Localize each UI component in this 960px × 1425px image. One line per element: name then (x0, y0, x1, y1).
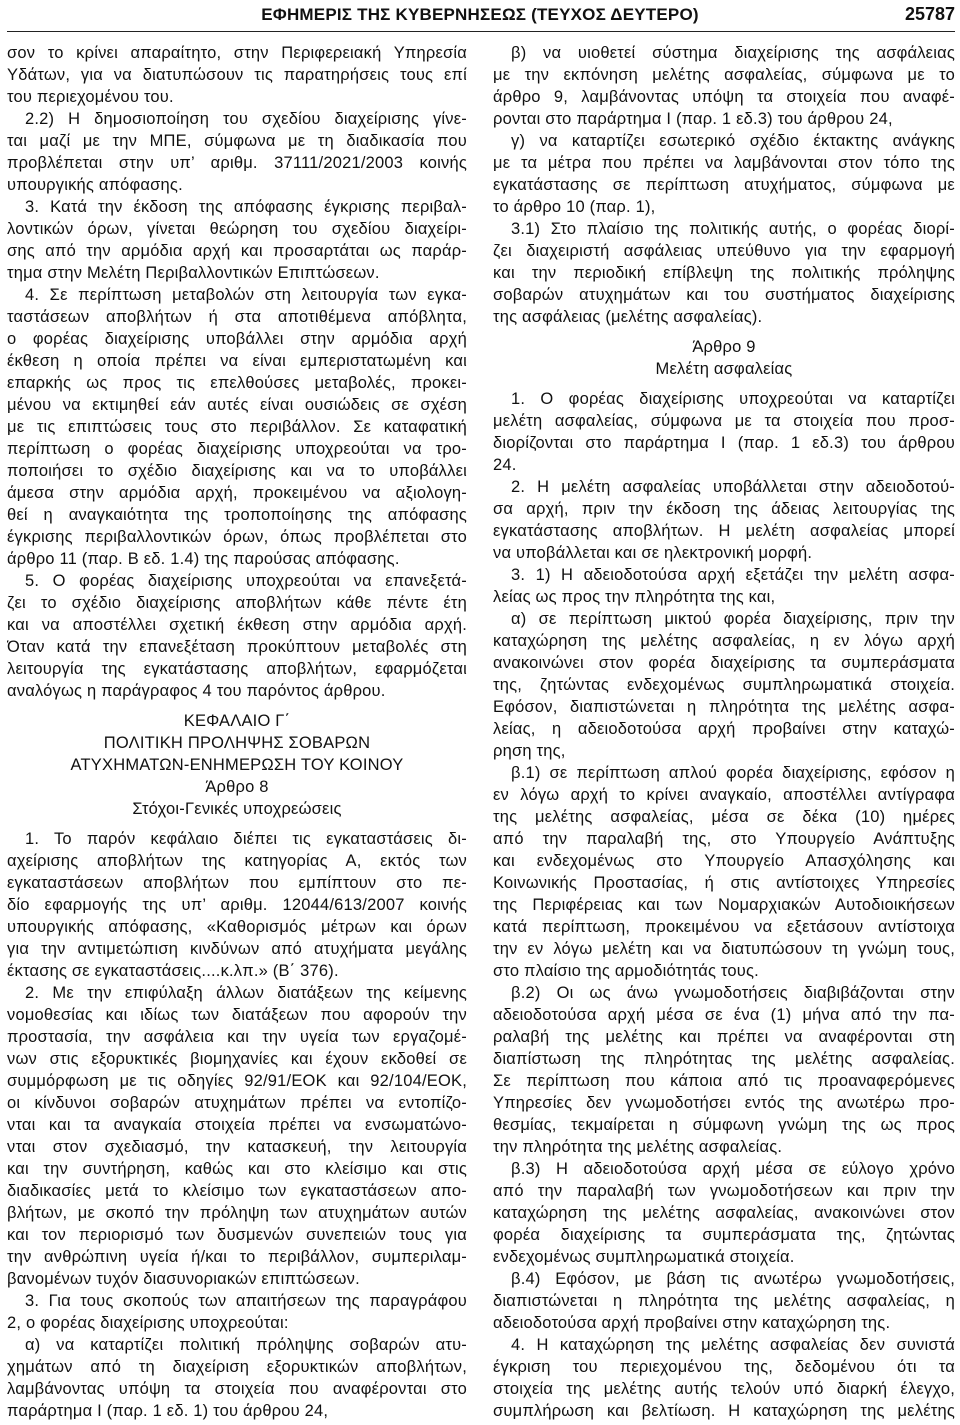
text-line: 2. Με την επιφύλαξη άλλων διατάξεων της κείμενης (25, 984, 467, 1002)
text-line: λοντικών όρων, γίνεται θεώρηση του σχεδίου διαχείρι- (7, 220, 467, 238)
text-line: α) να καταρτίζει πολιτική πρόληψης σοβαρών ατυ- (25, 1336, 467, 1354)
text-line: ραλαβή της μελέτης και πρέπει να αναφέρονται στη (493, 1028, 955, 1046)
heading-line: Άρθρο 9 (692, 338, 756, 356)
text-line: από την παραλαβή των γνωμοδοτήσεων και πριν την (493, 1182, 955, 1200)
text-line: προβλέπεται στην υπ’ αριθμ. 37111/2021/2003 κοινής (7, 154, 467, 172)
paragraph (7, 42, 467, 108)
heading-line: Στόχοι-Γενικές υποχρεώσεις (132, 800, 342, 818)
text-line: 2. Η μελέτη ασφαλείας υποβάλλεται στην αδειοδοτού- (511, 478, 955, 496)
text-line: συμπλήρωση και βελτίωση. Η καταχώρηση της μελέτης (493, 1402, 955, 1420)
text-line: μελέτη ασφαλείας, σύμφωνα με τα στοιχεία που προσ- (493, 412, 955, 430)
text-line: Σε περίπτωση που κάποια από τις προαναφερόμενες (493, 1072, 955, 1090)
text-line: στοιχεία της μελέτης αυτής τελούν υπό διαρκή έλεγχο, (493, 1380, 955, 1398)
text-line: νομοθεσίας και ιδίως των διατάξεων που αφορούν την (7, 1006, 467, 1024)
text-line: 2.2) Η δημοσιοποίηση του σχεδίου διαχείρισης γίνε- (25, 110, 467, 128)
text-line: ταστάσεων αποβλήτων ή στα αποτιθέμενα απόβλητα, (7, 308, 467, 326)
text-line: της ασφάλειας (μελέτης ασφαλείας). (493, 308, 763, 326)
text-line: 3. 1) Η αδειοδοτούσα αρχή εξετάζει την μελέτη ασφα- (511, 566, 955, 584)
paragraph (493, 388, 955, 476)
text-line: και ενδεχομένως στο Υπουργείο Απασχόλησης και (493, 852, 955, 870)
text-line: υπουργικής απόφασης, «Καθορισμός μέτρων και όρων (7, 918, 467, 936)
text-line: συμμόρφωση με τις οδηγίες 92/91/ΕΟΚ και 92/104/ΕΟΚ, (7, 1072, 467, 1090)
text-line: άμεσα στην αρμόδια αρχή, προκειμένου να αξιολογη- (7, 484, 467, 502)
text-line: έγκριση του περιεχομένου της, δεδομένου ότι τα (493, 1358, 955, 1376)
text-line: δίο εφαρμογής της υπ’ αριθμ. 12044/613/2007 κοινής (7, 896, 467, 914)
paragraph (7, 1334, 467, 1422)
text-line: σης από την αρμόδια αρχή και προσαρτάται ως παράρ- (7, 242, 467, 260)
text-line: προστασία, την ασφάλεια και την υγεία των εργαζομέ- (7, 1028, 467, 1046)
text-line: κατά περίπτωση, προκειμένου να εξετάσουν αντίστοιχα (493, 918, 955, 936)
text-line: και την περιοδική επίβλεψη της πολιτικής πρόληψης (493, 264, 955, 282)
paragraph (493, 608, 955, 762)
text-line: βανομένων τυχόν διασυνοριακών επιπτώσεων. (7, 1270, 360, 1288)
text-line: καταχώρηση της μελέτης ασφαλείας, η εν λόγω αρχή (493, 632, 955, 650)
text-line: διαπιστώνεται η πληρότητα της μελέτης ασφαλείας, η (493, 1292, 955, 1310)
text-line: Εφόσον, διαπιστώνεται η πληρότητα της μελέτης ασφα- (493, 698, 955, 716)
text-line: περίπτωση ο φορέας διαχείρισης υποχρεούται να τρο- (7, 440, 467, 458)
paragraph (7, 108, 467, 196)
text-line: εν λόγω αρχή το κρίνει αναγκαίο, αποστέλλει αντίγραφα (493, 786, 955, 804)
text-line: Υπηρεσίες δεν γνωμοδοτήσει εντός της ανωτέρω προ- (493, 1094, 955, 1112)
text-line: Κοινωνικής Προστασίας, ή στις αντίστοιχες Υπηρεσίες (493, 874, 955, 892)
text-line: 3. Κατά την έκδοση της απόφασης έγκρισης περιβαλ- (25, 198, 467, 216)
text-line: νων στις εξορυκτικές βιομηχανίες και έχουν εκδοθεί σε (7, 1050, 467, 1068)
text-line: και τον περιορισμό των δυσμενών συνεπειών τους για (7, 1226, 467, 1244)
gazette-title: ΕΦΗΜΕΡΙΣ ΤΗΣ ΚΥΒΕΡΝΗΣΕΩΣ (ΤΕΥΧΟΣ ΔΕΥΤΕΡΟ) (261, 5, 699, 24)
text-line: εγκατάστασης αποβλήτων. Η μελέτη ασφαλείας μπορεί (493, 522, 955, 540)
text-line: και την συντήρηση, καθώς και στο κλείσιμο και στις (7, 1160, 467, 1178)
text-line: 3.1) Στο πλαίσιο της πολιτικής αυτής, ο φορέας διορί- (511, 220, 955, 238)
text-line: ρονται στο παράρτημα Ι (παρ. 1 εδ.3) του άρθρου 24, (493, 110, 893, 128)
paragraph (493, 42, 955, 130)
text-line: την ανθρώπινη υγεία ή/και το περιβάλλον, συμπεριλαμ- (7, 1248, 467, 1266)
text-line: 4. Σε περίπτωση μεταβολών στη λειτουργία των εγκα- (25, 286, 467, 304)
section-heading (7, 710, 467, 820)
text-line: οι κίνδυνοι σοβαρών ατυχημάτων πρέπει να εντοπίζο- (7, 1094, 467, 1112)
text-line: ζει το σχέδιο διαχείρισης αποβλήτων κάθε πέντε έτη (7, 594, 467, 612)
text-line: ανακοινώνει στον φορέα διαχείρισης τα συμπεράσματα (493, 654, 955, 672)
text-line: ποποιήσει το σχέδιο διαχείρισης και να το υποβάλλει (7, 462, 467, 480)
text-line: 2, ο φορέας διαχείρισης υποχρεούται: (7, 1314, 289, 1332)
text-line: επαρκής ως προς τις επελθούσες μεταβολές, προκει- (7, 374, 467, 392)
text-line: φορέα διαχείρισης τα συμπεράσματα της, ζητώντας (493, 1226, 955, 1244)
text-line: Υδάτων, για να διατυπώσουν τις παρατηρήσεις τους επί (7, 66, 467, 84)
text-line: με τις επιπτώσεις τους στο περιβάλλον. Σε καταφατική (7, 418, 467, 436)
text-line: εγκαταστάσεων αποβλήτων που εμπίπτουν στο πε- (7, 874, 467, 892)
text-line: αναλόγως η παράγραφος 4 του παρόντος άρθρου. (7, 682, 386, 700)
text-line: λείας ως προς την πληρότητα της και, (493, 588, 776, 606)
text-line: νται στον σχεδιασμό, την κατασκευή, την λειτουργία (7, 1138, 467, 1156)
text-line: λειτουργία της εγκατάστασης αποβλήτων, εφαρμόζεται (7, 660, 467, 678)
paragraph (493, 982, 955, 1158)
section-heading (493, 336, 955, 380)
text-line: λαμβάνοντας υπόψη τα στοιχεία που αναφέρονται στο (7, 1380, 467, 1398)
text-line: έκτασης σε εγκαταστάσεις....κ.λπ.» (Β΄ 376). (7, 962, 339, 980)
paragraph (493, 1334, 955, 1422)
text-line: β.2) Οι ως άνω γνωμοδοτήσεις διαβιβάζονται στην (511, 984, 955, 1002)
text-line: την εν λόγω μελέτη και να διατυπώσουν τη γνώμη τους, (493, 940, 955, 958)
text-line: αχείρισης αποβλήτων της κατηγορίας Α, εκτός των (7, 852, 467, 870)
text-line: ενδεχομένως συμπληρωματικά στοιχεία. (493, 1248, 795, 1266)
paragraph (493, 762, 955, 982)
paragraph (7, 570, 467, 702)
text-line: αδειοδοτούσα αρχή προβαίνει στην καταχώρηση της. (493, 1314, 891, 1332)
heading-line: ΑΤΥΧΗΜΑΤΩΝ-ΕΝΗΜΕΡΩΣΗ ΤΟΥ ΚΟΙΝΟΥ (70, 756, 404, 774)
heading-line: ΠΟΛΙΤΙΚΗ ΠΡΟΛΗΨΗΣ ΣΟΒΑΡΩΝ (103, 734, 371, 752)
text-line: έκθεση η οποία πρέπει να είναι εμπεριστατωμένη και (7, 352, 467, 370)
paragraph (493, 1268, 955, 1334)
paragraph (7, 1290, 467, 1334)
text-line: άρθρο 9, λαμβάνοντας υπόψη τα στοιχεία που αναφέ- (493, 88, 955, 106)
paragraph (493, 130, 955, 218)
paragraph (493, 218, 955, 328)
text-line: και να αποστέλλει σχετική έκθεση στην αρμόδια αρχή. (7, 616, 467, 634)
paragraph (7, 284, 467, 570)
text-line: ζει διαχειριστή ασφάλειας υπεύθυνο για την εφαρμογή (493, 242, 955, 260)
text-line: β.3) Η αδειοδοτούσα αρχή μέσα σε εύλογο χρόνο (511, 1160, 955, 1178)
text-line: από την παραλαβή της, στο Υπουργείο Ανάπτυξης (493, 830, 955, 848)
text-line: μένου να εκτιμηθεί εάν αυτές είναι ουσιώδεις σε σχέση (7, 396, 467, 414)
text-line: 5. Ο φορέας διαχείρισης υποχρεούται να επανεξετά- (25, 572, 467, 590)
header-divider (7, 31, 955, 32)
text-line: καταχώρηση της μελέτης ασφαλείας, ανακοινώνει στον (493, 1204, 955, 1222)
left-column (7, 42, 467, 1422)
text-line: να υποβάλλεται και σε ηλεκτρονική μορφή. (493, 544, 813, 562)
text-line: χημάτων από τη διαχείριση εξορυκτικών αποβλήτων, (7, 1358, 467, 1376)
paragraph (493, 1158, 955, 1268)
text-line: θεί η αναγκαιότητα της τροποποίησης της απόφασης (7, 506, 467, 524)
paragraph (493, 564, 955, 608)
page-number: 25787 (904, 4, 955, 24)
heading-line: ΚΕΦΑΛΑΙΟ Γ΄ (183, 712, 291, 730)
text-line: στο πλαίσιο της αρμοδιότητάς τους. (493, 962, 759, 980)
text-line: β.4) Εφόσον, με βάση τις ανωτέρω γνωμοδοτήσεις, (511, 1270, 955, 1288)
text-line: παράρτημα Ι (παρ. 1 εδ. 1) του άρθρου 24, (7, 1402, 329, 1420)
text-line: το άρθρο 10 (παρ. 1), (493, 198, 656, 216)
text-line: γ) να καταρτίζει εσωτερικό σχέδιο έκτακτης ανάγκης (511, 132, 955, 150)
text-line: τημα στην Μελέτη Περιβαλλοντικών Επιπτώσεων. (7, 264, 380, 282)
text-line: ται μαζί με την ΜΠΕ, σύμφωνα με τη διαδικασία που (7, 132, 467, 150)
text-line: της μελέτης ασφαλείας, μέσα σε δέκα (10) ημέρες (493, 808, 955, 826)
text-line: 1. Ο φορέας διαχείρισης υποχρεούται να καταρτίζει (511, 390, 955, 408)
text-line: νται και τα αναγκαία στοιχεία πρέπει να ενσωματώνο- (7, 1116, 467, 1134)
text-line: άρθρο 11 (παρ. Β εδ. 1.4) της παρούσας απόφασης. (7, 550, 400, 568)
text-line: 24. (493, 456, 517, 474)
text-line: του περιεχομένου του. (7, 88, 174, 106)
paragraph (7, 196, 467, 284)
text-line: υπουργικής απόφασης. (7, 176, 183, 194)
text-line: ρηση της, (493, 742, 566, 760)
text-line: 4. Η καταχώρηση της μελέτης ασφαλείας δεν συνιστά (511, 1336, 955, 1354)
text-line: διαδικασίες μετά το κλείσιμο των εγκαταστάσεων απο- (7, 1182, 467, 1200)
text-line: εγκατάστασης σε περίπτωση ατυχήματος, σύμφωνα με (493, 176, 955, 194)
text-line: διαπίστωση της πληρότητας της μελέτης ασφαλείας. (493, 1050, 955, 1068)
text-line: α) σε περίπτωση μικτού φορέα διαχείρισης, πριν την (511, 610, 955, 628)
text-line: έγκρισης περιβαλλοντικών όρων, όπως προβλέπεται στο (7, 528, 467, 546)
paragraph (7, 982, 467, 1290)
text-line: ο φορέας διαχείρισης υποβάλλει στην αρμόδια αρχή (7, 330, 467, 348)
text-line: της Περιφέρειας και των Νομαρχιακών Αυτοδιοικήσεων (493, 896, 955, 914)
text-line: σον το κρίνει απαραίτητο, στην Περιφερειακή Υπηρεσία (7, 44, 467, 62)
text-line: 1. Το παρόν κεφάλαιο διέπει τις εγκαταστάσεις δι- (25, 830, 467, 848)
text-line: β.1) σε περίπτωση απλού φορέα διαχείρισης, εφόσον η (511, 764, 955, 782)
text-line: σοβαρών ατυχημάτων και του συστήματος διαχείρισης (493, 286, 955, 304)
paragraph (493, 476, 955, 564)
heading-line: Μελέτη ασφαλείας (655, 360, 793, 378)
text-line: για την αντιμετώπιση κινδύνων από ατυχήματα μεγάλης (7, 940, 467, 958)
heading-line: Άρθρο 8 (205, 778, 269, 796)
text-line: θεσμίας, τεκμαίρεται η σύμφωνη γνώμη της ως προς (493, 1116, 955, 1134)
text-line: της, ζητώντας ενδεχομένως συμπληρωματικά στοιχεία. (493, 676, 955, 694)
text-line: 3. Για τους σκοπούς των απαιτήσεων της παραγράφου (25, 1292, 467, 1310)
text-line: λείας, η αδειοδοτούσα αρχή προβαίνει στην καταχώ- (493, 720, 955, 738)
text-line: την πληρότητα της μελέτης ασφαλείας. (493, 1138, 783, 1156)
text-line: διορίζονται στο παράρτημα Ι (παρ. 1 εδ.3) του άρθρου (493, 434, 955, 452)
text-line: β) να υιοθετεί σύστημα διαχείρισης της ασφάλειας (511, 44, 955, 62)
right-column (493, 42, 955, 1422)
text-line: με τα μέτρα που πρέπει να λαμβάνονται στον τόπο της (493, 154, 955, 172)
text-line: Όταν κατά την επανεξέταση προκύπτουν μεταβολές στη (7, 638, 467, 656)
paragraph (7, 828, 467, 982)
text-line: βλήτων, με σκοπό την πρόληψη των ατυχημάτων αυτών (7, 1204, 467, 1222)
text-line: σα αρχή, πριν την έκδοση της άδειας λειτουργίας της (493, 500, 955, 518)
text-line: αδειοδοτούσα αρχή μέσα σε ένα (1) μήνα από την πα- (493, 1006, 955, 1024)
text-line: με την εκπόνηση μελέτης ασφαλείας, σύμφωνα με το (493, 66, 955, 84)
